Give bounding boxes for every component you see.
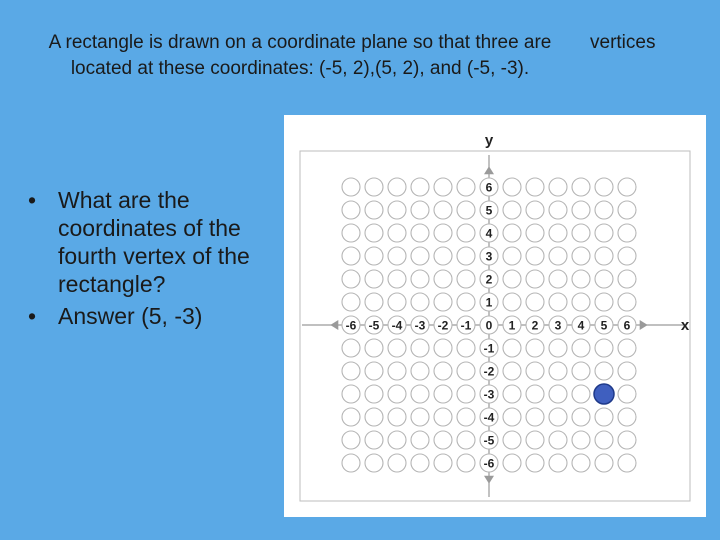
grid-point: [503, 224, 521, 242]
y-axis-label: y: [484, 132, 494, 149]
x-tick-label: 4: [577, 318, 585, 333]
grid-point: [365, 247, 383, 265]
grid-point: [457, 362, 475, 380]
grid-point: [365, 178, 383, 196]
grid-point: [549, 408, 567, 426]
grid-point: [503, 431, 521, 449]
grid-point: [388, 362, 406, 380]
grid-point: [342, 339, 360, 357]
x-tick-label: 5: [600, 318, 608, 333]
y-tick-label: -6: [483, 456, 495, 471]
grid-point: [526, 224, 544, 242]
grid-point: [411, 201, 429, 219]
grid-point: [388, 454, 406, 472]
coordinate-plane-figure: [284, 115, 706, 517]
x-tick-label: 2: [531, 318, 539, 333]
grid-point: [549, 247, 567, 265]
grid-point: [457, 408, 475, 426]
grid-point: [549, 454, 567, 472]
grid-point: [526, 178, 544, 196]
y-axis-arrow-down-icon: [484, 476, 494, 484]
grid-point: [572, 201, 590, 219]
grid-point: [549, 178, 567, 196]
grid-point: [549, 339, 567, 357]
grid-point: [618, 247, 636, 265]
grid-point: [595, 201, 613, 219]
grid-point: [503, 339, 521, 357]
grid-point: [342, 178, 360, 196]
grid-point: [388, 339, 406, 357]
grid-point: [618, 454, 636, 472]
grid-point: [503, 408, 521, 426]
grid-point: [549, 201, 567, 219]
grid-point: [411, 178, 429, 196]
y-tick-label: 4: [485, 226, 493, 241]
x-tick-label: -6: [345, 318, 357, 333]
grid-point: [572, 339, 590, 357]
x-axis-label: x: [680, 317, 690, 334]
grid-point: [342, 454, 360, 472]
x-tick-label: -3: [414, 318, 426, 333]
bullet-list: [22, 186, 294, 334]
grid-point: [434, 408, 452, 426]
y-tick-label: 2: [485, 272, 493, 287]
y-tick-label: 6: [485, 180, 493, 195]
grid-point: [618, 339, 636, 357]
grid-point: [457, 224, 475, 242]
grid-point: [549, 224, 567, 242]
grid-point: [365, 201, 383, 219]
grid-point: [342, 385, 360, 403]
grid-point: [618, 293, 636, 311]
x-tick-label: 6: [623, 318, 631, 333]
bullet-answer-text: Answer (5, -3): [58, 303, 203, 329]
bullet-answer: [22, 302, 294, 330]
grid-point: [434, 454, 452, 472]
y-tick-label: 5: [485, 203, 493, 218]
grid-point: [595, 247, 613, 265]
x-axis-arrow-right-icon: [640, 320, 648, 330]
grid-point: [365, 293, 383, 311]
y-tick-label: -4: [483, 410, 495, 425]
grid-point: [503, 247, 521, 265]
grid-point: [595, 362, 613, 380]
grid-point: [365, 454, 383, 472]
grid-point: [342, 293, 360, 311]
grid-point: [411, 339, 429, 357]
grid-point: [388, 247, 406, 265]
grid-point: [457, 247, 475, 265]
grid-point: [526, 385, 544, 403]
grid-point: [572, 362, 590, 380]
grid-point: [549, 431, 567, 449]
grid-point: [595, 178, 613, 196]
bullet-marker: •: [28, 303, 37, 329]
grid-point: [549, 293, 567, 311]
y-tick-label: -2: [483, 364, 495, 379]
grid-point: [503, 178, 521, 196]
grid-point: [549, 270, 567, 288]
grid-point: [457, 431, 475, 449]
grid-point: [411, 454, 429, 472]
y-tick-label: -5: [483, 433, 495, 448]
grid-point: [365, 224, 383, 242]
grid-point: [526, 201, 544, 219]
grid-point: [595, 454, 613, 472]
grid-point: [618, 431, 636, 449]
grid-point: [457, 178, 475, 196]
grid-point: [526, 454, 544, 472]
grid-point: [526, 293, 544, 311]
grid-point: [434, 201, 452, 219]
grid-point: [457, 339, 475, 357]
x-tick-label: 1: [508, 318, 516, 333]
grid-point: [618, 385, 636, 403]
grid-point: [549, 385, 567, 403]
x-tick-label: 0: [485, 318, 493, 333]
grid-point: [526, 431, 544, 449]
grid-point: [434, 385, 452, 403]
grid-point: [342, 201, 360, 219]
grid-point: [595, 431, 613, 449]
grid-point: [572, 178, 590, 196]
grid-point: [457, 270, 475, 288]
bullet-question-text: What are the coordinates of the fourth vertex of the rectangle?: [58, 187, 250, 297]
grid-point: [618, 408, 636, 426]
grid-point: [526, 339, 544, 357]
grid-point: [595, 408, 613, 426]
grid-point: [503, 270, 521, 288]
highlighted-point: [594, 384, 614, 404]
coordinate-plane: [284, 115, 706, 517]
grid-point: [618, 178, 636, 196]
grid-point: [595, 293, 613, 311]
y-axis-arrow-up-icon: [484, 166, 494, 174]
x-tick-label: 3: [554, 318, 562, 333]
grid-point: [572, 247, 590, 265]
x-tick-label: -4: [391, 318, 403, 333]
grid-point: [411, 408, 429, 426]
grid-point: [365, 385, 383, 403]
x-axis-arrow-left-icon: [330, 320, 338, 330]
grid-point: [503, 385, 521, 403]
grid-point: [572, 385, 590, 403]
grid-point: [434, 339, 452, 357]
grid-point: [618, 224, 636, 242]
grid-point: [595, 339, 613, 357]
y-tick-label: 3: [485, 249, 493, 264]
grid-point: [572, 454, 590, 472]
grid-point: [342, 408, 360, 426]
grid-point: [411, 385, 429, 403]
bullet-marker: •: [28, 187, 37, 213]
grid-point: [365, 408, 383, 426]
grid-point: [503, 362, 521, 380]
grid-point: [388, 224, 406, 242]
grid-point: [411, 293, 429, 311]
grid-point: [595, 224, 613, 242]
grid-point: [526, 270, 544, 288]
grid-point: [572, 431, 590, 449]
grid-point: [365, 339, 383, 357]
grid-point: [526, 408, 544, 426]
grid-point: [434, 362, 452, 380]
grid-point: [526, 362, 544, 380]
grid-point: [365, 431, 383, 449]
grid-point: [549, 362, 567, 380]
grid-point: [434, 178, 452, 196]
y-tick-label: -1: [483, 341, 495, 356]
grid-point: [388, 178, 406, 196]
grid-point: [618, 270, 636, 288]
grid-point: [503, 201, 521, 219]
grid-point: [526, 247, 544, 265]
grid-point: [572, 224, 590, 242]
y-tick-label: 1: [485, 295, 493, 310]
slide-title-extra: vertices: [590, 32, 656, 53]
grid-point: [342, 431, 360, 449]
grid-point: [388, 293, 406, 311]
grid-point: [457, 385, 475, 403]
grid-point: [457, 293, 475, 311]
grid-point: [342, 270, 360, 288]
grid-point: [411, 247, 429, 265]
grid-point: [342, 224, 360, 242]
grid-point: [411, 362, 429, 380]
grid-point: [342, 362, 360, 380]
grid-point: [411, 224, 429, 242]
bullet-question: [22, 186, 294, 298]
grid-point: [434, 270, 452, 288]
grid-point: [572, 270, 590, 288]
grid-point: [388, 270, 406, 288]
grid-point: [388, 385, 406, 403]
x-tick-label: -5: [368, 318, 380, 333]
grid-point: [434, 431, 452, 449]
grid-point: [434, 293, 452, 311]
grid-point: [434, 247, 452, 265]
grid-point: [572, 293, 590, 311]
grid-point: [595, 270, 613, 288]
grid-point: [411, 270, 429, 288]
grid-point: [503, 454, 521, 472]
grid-point: [365, 270, 383, 288]
grid-point: [572, 408, 590, 426]
grid-point: [618, 362, 636, 380]
slide-title: A rectangle is drawn on a coordinate plane so that three are located at these coordinates: (-5, 2),(5, 2), and (-5, -3).: [48, 32, 552, 79]
grid-point: [434, 224, 452, 242]
grid-point: [365, 362, 383, 380]
grid-point: [411, 431, 429, 449]
grid-point: [342, 247, 360, 265]
grid-point: [388, 408, 406, 426]
grid-point: [618, 201, 636, 219]
grid-point: [388, 431, 406, 449]
x-tick-label: -1: [460, 318, 472, 333]
grid-point: [503, 293, 521, 311]
x-tick-label: -2: [437, 318, 449, 333]
y-tick-label: -3: [483, 387, 495, 402]
grid-point: [457, 454, 475, 472]
grid-point: [388, 201, 406, 219]
grid-point: [457, 201, 475, 219]
